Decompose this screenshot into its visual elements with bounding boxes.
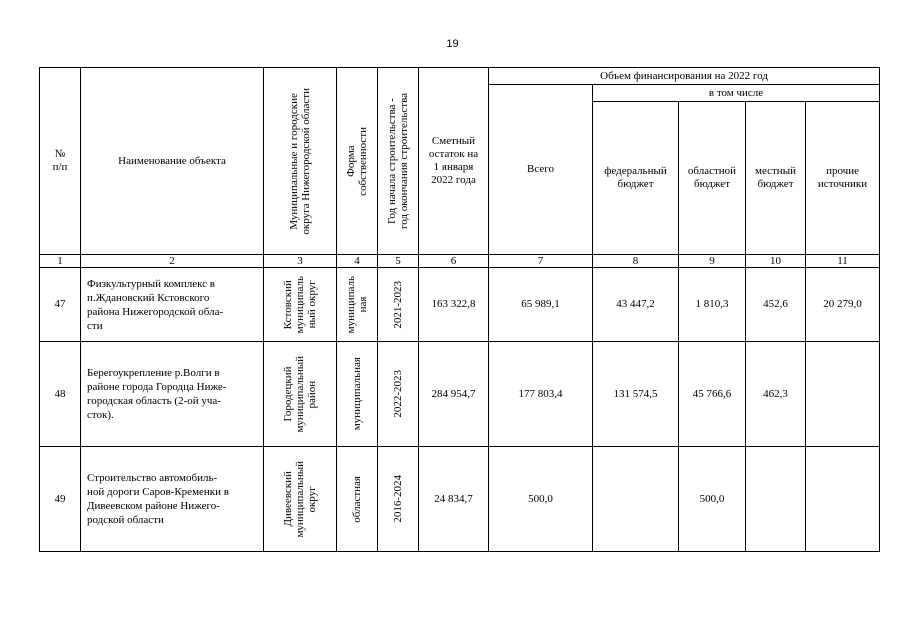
header-total: Всего <box>489 85 593 255</box>
column-number: 11 <box>806 255 880 268</box>
row-estimate: 284 954,7 <box>419 342 489 447</box>
row-name: Берегоукрепление р.Волги в районе города Городца Ниже- городская область (2-ой уча- сток). <box>81 342 264 447</box>
row-estimate: 24 834,7 <box>419 447 489 552</box>
row-local: 452,6 <box>746 268 806 342</box>
header-estimate: Сметный остаток на 1 января 2022 года <box>419 68 489 255</box>
row-other: 20 279,0 <box>806 268 880 342</box>
header-including: в том числе <box>593 85 880 102</box>
row-local: 462,3 <box>746 342 806 447</box>
header-municipality-text: Муниципальные и городские округа Нижегородской области <box>288 87 312 235</box>
row-regional: 1 810,3 <box>679 268 746 342</box>
row-municipality <box>264 342 337 447</box>
header-years <box>378 68 419 255</box>
column-number: 3 <box>264 255 337 268</box>
column-number: 4 <box>337 255 378 268</box>
header-ownership <box>337 68 378 255</box>
row-ownership-text: муниципаль ная <box>345 275 369 334</box>
column-number: 7 <box>489 255 593 268</box>
row-years <box>378 447 419 552</box>
row-name: Строительство автомобиль- ной дороги Саров-Кременки в Дивеевском районе Нижего- родской области <box>81 447 264 552</box>
column-number: 6 <box>419 255 489 268</box>
row-name: Физкультурный комплекс в п.Ждановский Кстовского района Нижегородской обла- сти <box>81 268 264 342</box>
header-num: № п/п <box>40 68 81 255</box>
row-ownership-text: областная <box>351 475 363 523</box>
row-other <box>806 342 880 447</box>
row-federal: 43 447,2 <box>593 268 679 342</box>
row-total: 65 989,1 <box>489 268 593 342</box>
row-years-text: 2016-2024 <box>392 475 404 523</box>
row-estimate: 163 322,8 <box>419 268 489 342</box>
header-row-1 <box>40 68 880 85</box>
row-years <box>378 268 419 342</box>
row-municipality-text: Дивеевский муниципальный округ <box>282 460 318 538</box>
column-number: 2 <box>81 255 264 268</box>
row-federal: 131 574,5 <box>593 342 679 447</box>
financing-table <box>39 67 880 552</box>
header-local: местный бюджет <box>746 102 806 255</box>
row-regional: 500,0 <box>679 447 746 552</box>
header-years-text: Год начала строительства - год окончания строительства <box>386 93 410 229</box>
row-regional: 45 766,6 <box>679 342 746 447</box>
row-municipality <box>264 447 337 552</box>
row-ownership-text: муниципальная <box>351 357 363 431</box>
header-municipality <box>264 68 337 255</box>
column-number: 5 <box>378 255 419 268</box>
row-ownership <box>337 447 378 552</box>
row-total: 177 803,4 <box>489 342 593 447</box>
row-federal <box>593 447 679 552</box>
row-num: 48 <box>40 342 81 447</box>
row-years-text: 2022-2023 <box>392 370 404 418</box>
row-years-text: 2021-2023 <box>392 280 404 329</box>
header-funding: Объем финансирования на 2022 год <box>489 68 880 85</box>
row-num: 49 <box>40 447 81 552</box>
page-number: 19 <box>446 38 459 50</box>
column-number: 8 <box>593 255 679 268</box>
row-municipality <box>264 268 337 342</box>
row-municipality-text: Городецкий муниципальный район <box>282 355 318 433</box>
header-name: Наименование объекта <box>81 68 264 255</box>
column-number: 1 <box>40 255 81 268</box>
header-other: прочие источники <box>806 102 880 255</box>
table-row <box>40 342 880 447</box>
header-ownership-text: Форма собственности <box>345 126 369 196</box>
row-ownership <box>337 268 378 342</box>
row-years <box>378 342 419 447</box>
row-local <box>746 447 806 552</box>
table-row <box>40 268 880 342</box>
table-row <box>40 447 880 552</box>
row-ownership <box>337 342 378 447</box>
column-number-row <box>40 255 880 268</box>
column-number: 10 <box>746 255 806 268</box>
row-total: 500,0 <box>489 447 593 552</box>
row-municipality-text: Кстовский муниципаль ный округ <box>282 275 318 334</box>
row-num: 47 <box>40 268 81 342</box>
header-regional: областной бюджет <box>679 102 746 255</box>
row-other <box>806 447 880 552</box>
column-number: 9 <box>679 255 746 268</box>
header-federal: федеральный бюджет <box>593 102 679 255</box>
